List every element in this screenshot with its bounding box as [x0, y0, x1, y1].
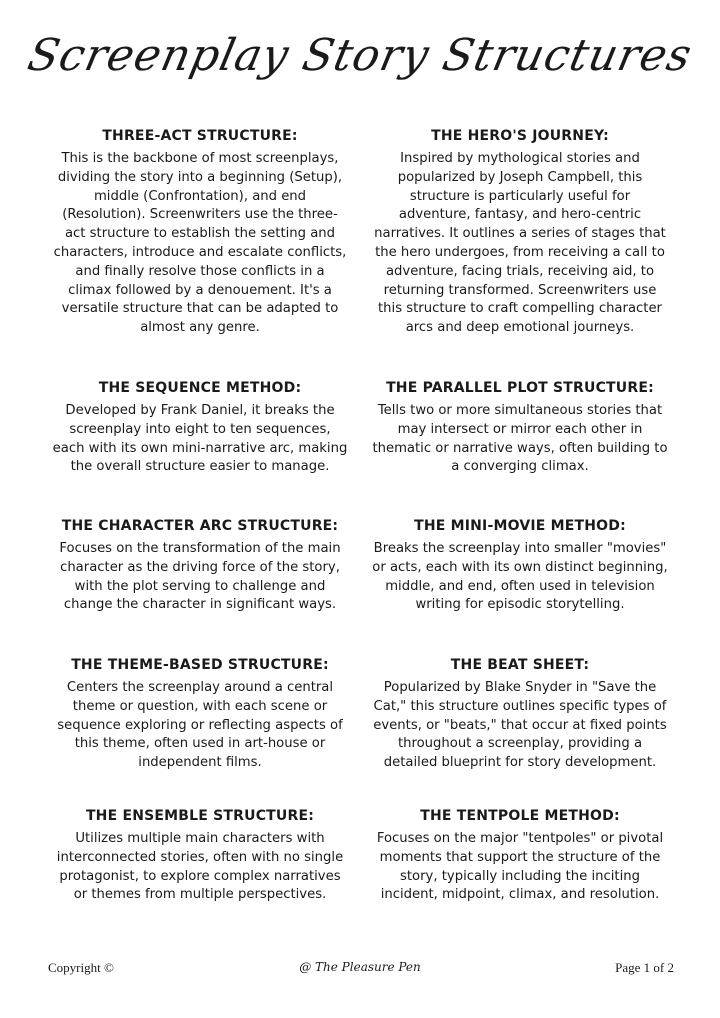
section-heading: THE TENTPOLE METHOD:: [420, 808, 620, 824]
section-heros-journey: [372, 128, 668, 338]
section-beat-sheet: [372, 657, 668, 773]
section-parallel-plot: [372, 380, 668, 477]
brand-logo: @ The Pleasure Pen: [299, 960, 421, 974]
section-character-arc: [52, 518, 348, 615]
section-tentpole: [372, 808, 668, 905]
section-heading: THE PARALLEL PLOT STRUCTURE:: [386, 380, 654, 396]
section-ensemble: [52, 808, 348, 905]
section-body: Popularized by Blake Snyder in "Save the Cat," this structure outlines specific types of events, or "beats," that occur at fixed points throughout a screenplay, providing a detailed blueprint for story development.: [373, 680, 667, 771]
section-heading: THE ENSEMBLE STRUCTURE:: [85, 808, 315, 824]
page-title: Screenplay Story Structures: [23, 30, 697, 81]
section-three-act: [52, 128, 348, 338]
copyright-notice: Copyright ©: [48, 960, 114, 975]
section-heading: THE THEME-BASED STRUCTURE:: [71, 657, 329, 673]
section-body: Centers the screenplay around a central theme or question, with each scene or sequence exploring or reflecting aspects of this theme, often used in art-house or independent films.: [57, 680, 343, 771]
section-body: Utilizes multiple main characters with interconnected stories, often with no single protagonist, to explore complex narratives or themes from multiple perspectives.: [56, 831, 344, 903]
section-body: Inspired by mythological stories and popularized by Joseph Campbell, this structure is particularly useful for adventure, fantasy, and hero-centric narratives. It outlines a series of stages that the hero undergoes, from receiving a call to adventure, facing trials, receiving aid, to returning transformed. Screenwriters use this structure to craft compelling character arcs and deep emotional journeys.: [374, 151, 666, 336]
section-mini-movie: [372, 518, 668, 615]
section-body: Focuses on the major "tentpoles" or pivotal moments that support the structure of the story, typically including the inciting incident, midpoint, climax, and resolution.: [376, 831, 664, 903]
section-theme-based: [52, 657, 348, 773]
section-body: Tells two or more simultaneous stories that may intersect or mirror each other in thematic or narrative ways, often building to a converging climax.: [372, 403, 668, 475]
section-body: Focuses on the transformation of the main character as the driving force of the story, with the plot serving to challenge and change the character in significant ways.: [59, 541, 341, 613]
section-heading: THE SEQUENCE METHOD:: [98, 380, 302, 396]
section-heading: THE CHARACTER ARC STRUCTURE:: [61, 518, 339, 534]
section-heading: THREE-ACT STRUCTURE:: [102, 128, 298, 144]
section-heading: THE MINI-MOVIE METHOD:: [414, 518, 626, 534]
section-sequence-method: [52, 380, 348, 477]
section-body: Developed by Frank Daniel, it breaks the screenplay into eight to ten sequences, each with its own mini-narrative arc, making the overall structure easier to manage.: [52, 403, 348, 475]
section-heading: THE HERO'S JOURNEY:: [431, 128, 609, 144]
section-heading: THE BEAT SHEET:: [450, 657, 590, 673]
page-number: Page 1 of 2: [615, 960, 674, 975]
section-body: Breaks the screenplay into smaller "movies" or acts, each with its own distinct beginning, middle, and end, often used in television writing for episodic storytelling.: [372, 541, 668, 613]
section-body: This is the backbone of most screenplays, dividing the story into a beginning (Setup), middle (Confrontation), and end (Resolution). Screenwriters use the three-act structure to establish the setting and characters, introduce and escalate conflicts, and finally resolve those conflicts in a climax followed by a denouement. It's a versatile structure that can be adapted to almost any genre.: [53, 151, 347, 336]
